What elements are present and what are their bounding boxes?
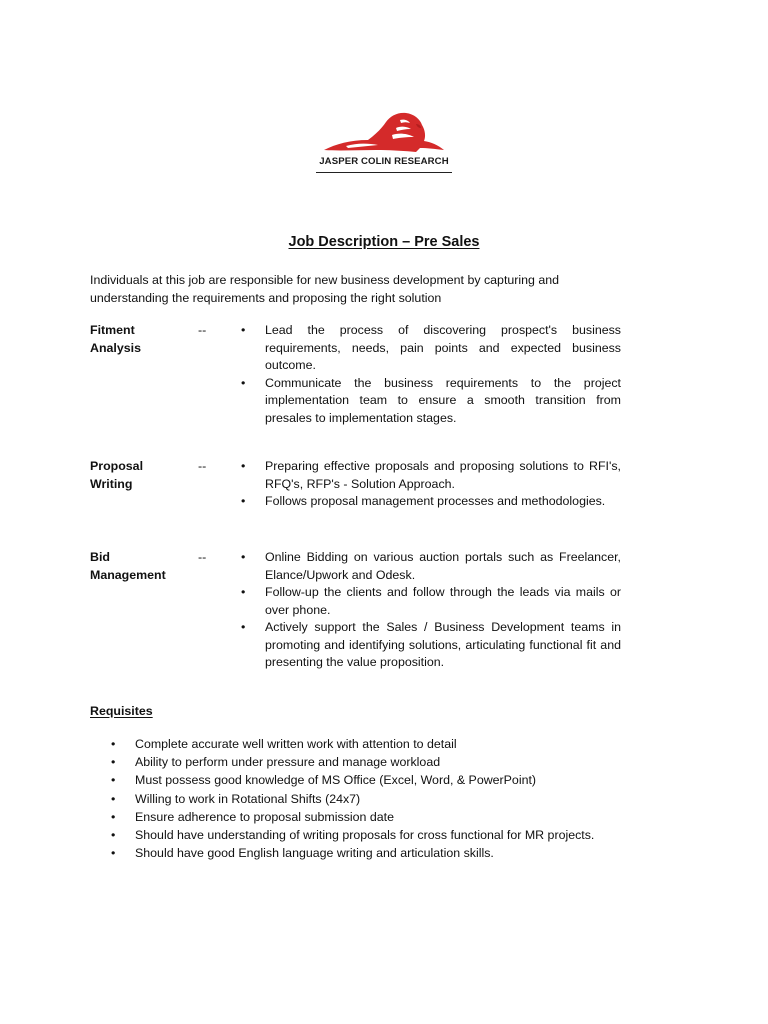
requisites-heading: Requisites: [90, 704, 153, 718]
page-title-text: Job Description – Pre Sales: [288, 234, 480, 250]
list-item: • Should have understanding of writing proposals for cross functional for MR projects.: [111, 826, 671, 844]
section-label-line: Proposal: [90, 459, 144, 473]
section-dash: --: [198, 550, 207, 564]
requisites-list: [111, 735, 671, 862]
bullet-list: [241, 458, 621, 511]
logo-text: JASPER COLIN RESEARCH: [319, 156, 449, 167]
section-label: [90, 458, 190, 493]
section-label: [90, 322, 190, 357]
list-item: • Complete accurate well written work with attention to detail: [111, 735, 671, 753]
list-item: • Willing to work in Rotational Shifts (24x7): [111, 790, 671, 808]
section-label-line: Writing: [90, 476, 133, 491]
list-item: • Online Bidding on various auction portals such as Freelancer, Elance/Upwork and Odesk.: [241, 549, 621, 584]
section-label-line: Fitment: [90, 323, 135, 337]
list-item: • Ability to perform under pressure and manage workload: [111, 753, 671, 771]
company-logo: [316, 110, 452, 176]
list-item: • Must possess good knowledge of MS Office (Excel, Word, & PowerPoint): [111, 771, 671, 789]
list-item: • Lead the process of discovering prospect's business requirements, needs, pain points and expected business outcome.: [241, 322, 621, 375]
list-item: • Should have good English language writing and articulation skills.: [111, 844, 671, 862]
list-item: • Communicate the business requirements to the project implementation team to ensure a smooth transition from presales to implementation stages.: [241, 375, 621, 428]
list-item: • Preparing effective proposals and proposing solutions to RFI's, RFQ's, RFP's - Solution Approach.: [241, 458, 621, 493]
section-label-line: Management: [90, 567, 166, 582]
bullet-list: [241, 549, 621, 672]
list-item: • Follow-up the clients and follow through the leads via mails or over phone.: [241, 584, 621, 619]
section-label-line: Analysis: [90, 340, 141, 355]
section-label-line: Bid: [90, 550, 110, 564]
intro-paragraph: Individuals at this job are responsible for new business development by capturing and understanding the requirements and proposing the right solution: [90, 273, 560, 305]
bullet-list: [241, 322, 621, 427]
section-dash: --: [198, 459, 207, 473]
list-item: • Ensure adherence to proposal submission date: [111, 808, 671, 826]
lion-icon: [316, 110, 452, 156]
section-label: [90, 549, 190, 584]
list-item: • Follows proposal management processes and methodologies.: [241, 493, 621, 511]
page-title: [0, 234, 768, 250]
logo-underline: [316, 172, 452, 173]
list-item: • Actively support the Sales / Business Development teams in promoting and identifying solutions, articulating functional fit and presenting the value proposition.: [241, 619, 621, 672]
section-dash: --: [198, 323, 207, 337]
